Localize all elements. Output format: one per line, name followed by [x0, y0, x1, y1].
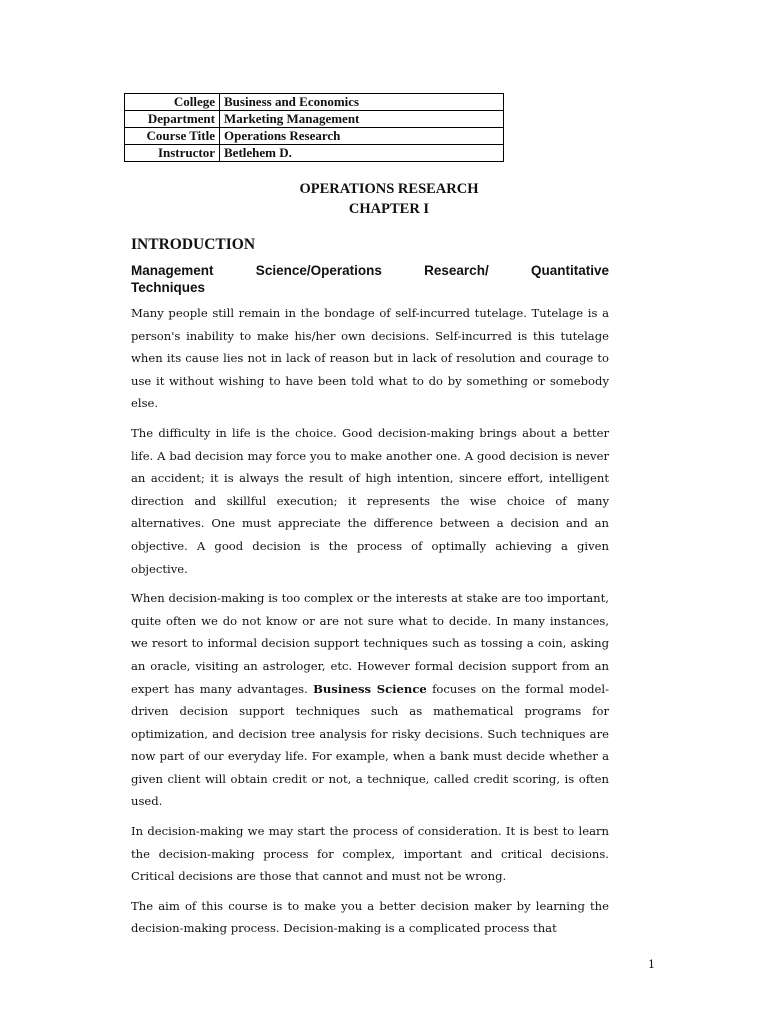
paragraph: The difficulty in life is the choice. Good decision-making brings about a better life. A bad decision may force you to make another one. A good decision is never an accident; it is always the result of high intention, sincere effort, intelligent direction and skillful execution; it represents the wise choice of many alternatives. One must appreciate the difference between a decision and an objective. A good decision is the process of optimally achieving a given objective.: [131, 425, 609, 576]
chapter-title: CHAPTER I: [348, 201, 430, 217]
course-info-key: Department: [125, 111, 220, 128]
page-number: 1: [648, 958, 655, 971]
document-title: OPERATIONS RESEARCH: [299, 181, 479, 197]
course-info-row-instructor: [125, 145, 504, 162]
course-info-value: Operations Research: [220, 128, 504, 145]
body-text: [131, 302, 609, 947]
paragraph: Many people still remain in the bondage of self-incurred tutelage. Tutelage is a person's inability to make his/her own decisions. Self-incurred is this tutelage when its cause lies not in lack of reason but in lack of resolution and courage to use it without wishing to have been told what to do by something or somebody else.: [131, 306, 609, 411]
course-info-value: Betlehem D.: [220, 145, 504, 162]
subheading: [131, 262, 609, 296]
course-info-key: Instructor: [125, 145, 220, 162]
bold-term: Business Science: [313, 681, 427, 696]
paragraph-text: When decision-making is too complex or the interests at stake are too important, quite often we do not know or are not sure what to decide. In many instances, we resort to informal decision support techniques such as tossing a coin, asking an oracle, visiting an astrologer, etc. However formal decision support from an expert has many advantages.: [131, 591, 609, 696]
paragraph: [131, 587, 609, 813]
course-info-value: Marketing Management: [220, 111, 504, 128]
course-info-row-course-title: [125, 128, 504, 145]
section-heading: INTRODUCTION: [131, 236, 256, 253]
course-info-key: College: [125, 94, 220, 111]
course-info-row-department: [125, 111, 504, 128]
subheading-line-2: Techniques: [131, 280, 206, 295]
paragraph-text: focuses on the formal model-driven decision support techniques such as mathematical programs for optimization, and decision tree analysis for risky decisions. Such techniques are now part of our everyday life. For example, when a bank must decide whether a given client will obtain credit or not, a technique, called credit scoring, is often used.: [131, 681, 610, 809]
paragraph: In decision-making we may start the process of consideration. It is best to learn the decision-making process for complex, important and critical decisions. Critical decisions are those that cannot and must not be wrong.: [131, 824, 609, 884]
course-info-value: Business and Economics: [220, 94, 504, 111]
subheading-line-1: Management Science/Operations Research/ Quantitative: [131, 263, 609, 278]
paragraph: The aim of this course is to make you a better decision maker by learning the decision-making process. Decision-making is a complicated process that: [131, 898, 609, 936]
course-info-row-college: [125, 94, 504, 111]
course-info-table: [124, 93, 504, 162]
course-info-key: Course Title: [125, 128, 220, 145]
